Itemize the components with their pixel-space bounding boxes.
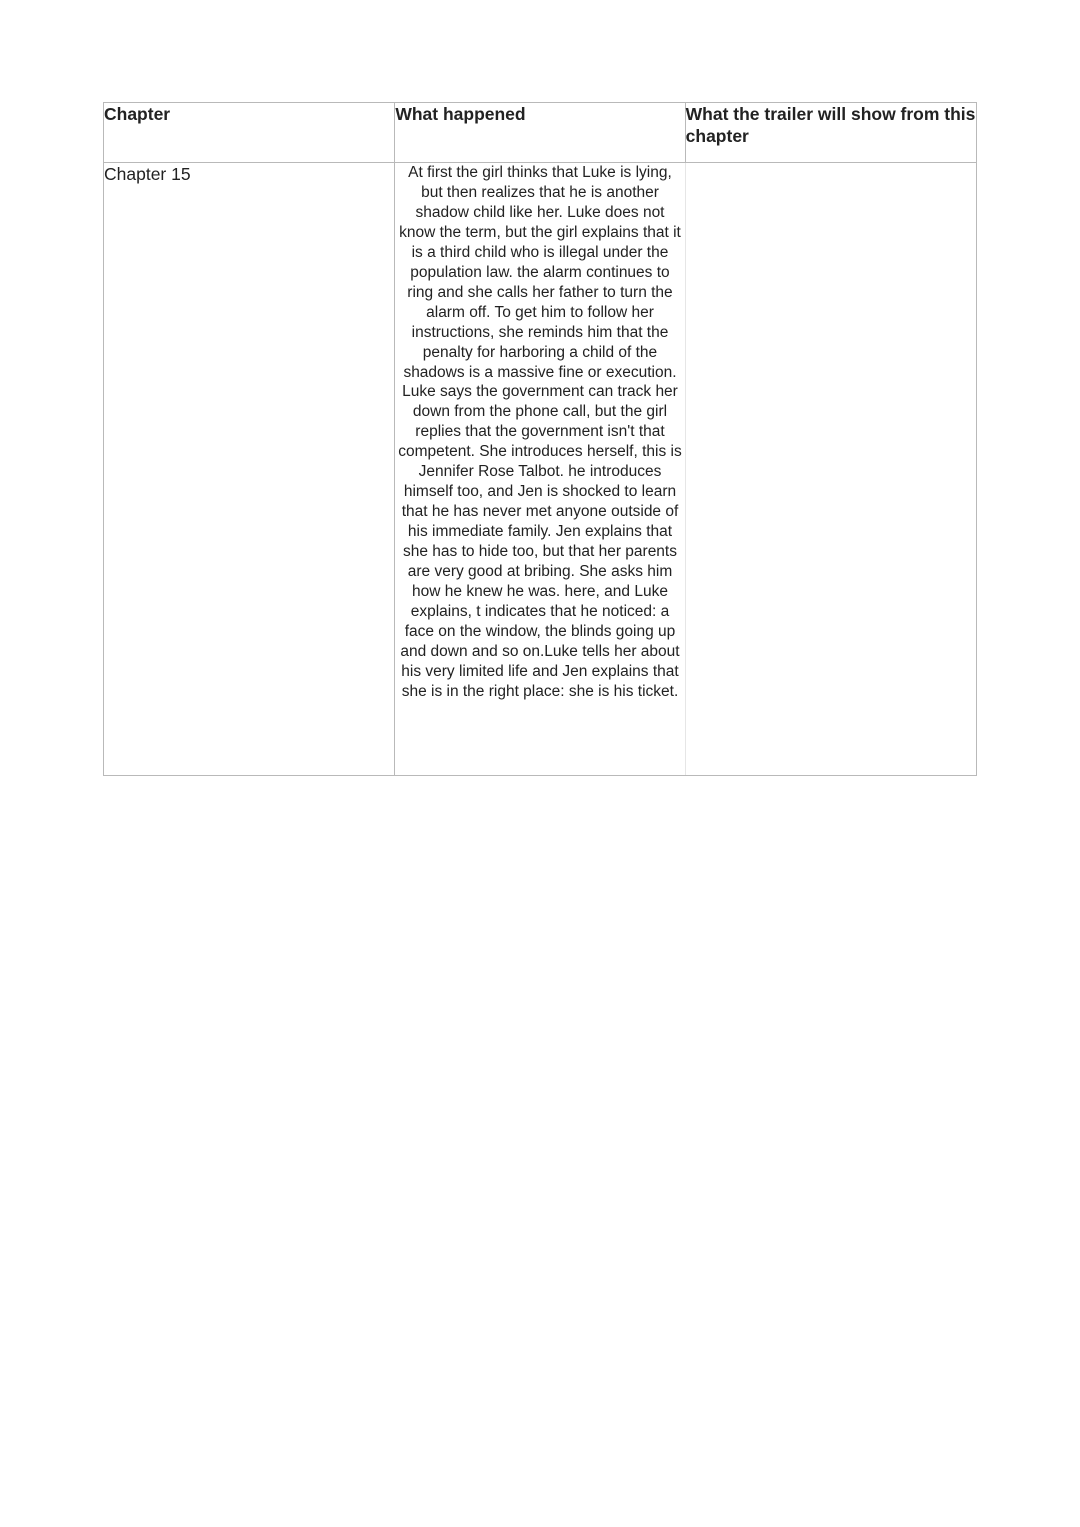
cell-trailer bbox=[685, 163, 976, 776]
table-row bbox=[104, 163, 977, 776]
cell-chapter: Chapter 15 bbox=[104, 163, 395, 776]
header-what-happened: What happened bbox=[395, 103, 685, 163]
header-trailer: What the trailer will show from this chapter bbox=[685, 103, 976, 163]
cell-what-happened: At first the girl thinks that Luke is lying, but then realizes that he is another shadow child like her. Luke does not know the term, but the girl explains that it is a third child who is illegal under the population law. the alarm continues to ring and she calls her father to turn the alarm off. To get him to follow her instructions, she reminds him that the penalty for harboring a child of the shadows is a massive fine or execution. Luke says the government can track her down from the phone call, but the girl replies that the government isn't that competent. She introduces herself, this is Jennifer Rose Talbot. he introduces himself too, and Jen is shocked to learn that he has never met anyone outside of his immediate family. Jen explains that she has to hide too, but that her parents are very good at bribing. She asks him how he knew he was. here, and Luke explains, t indicates that he noticed: a face on the window, the blinds going up and down and so on.Luke tells her about his very limited life and Jen explains that she is in the right place: she is his ticket. bbox=[395, 163, 685, 776]
header-row bbox=[104, 103, 977, 163]
header-chapter: Chapter bbox=[104, 103, 395, 163]
chapter-table bbox=[103, 102, 977, 776]
